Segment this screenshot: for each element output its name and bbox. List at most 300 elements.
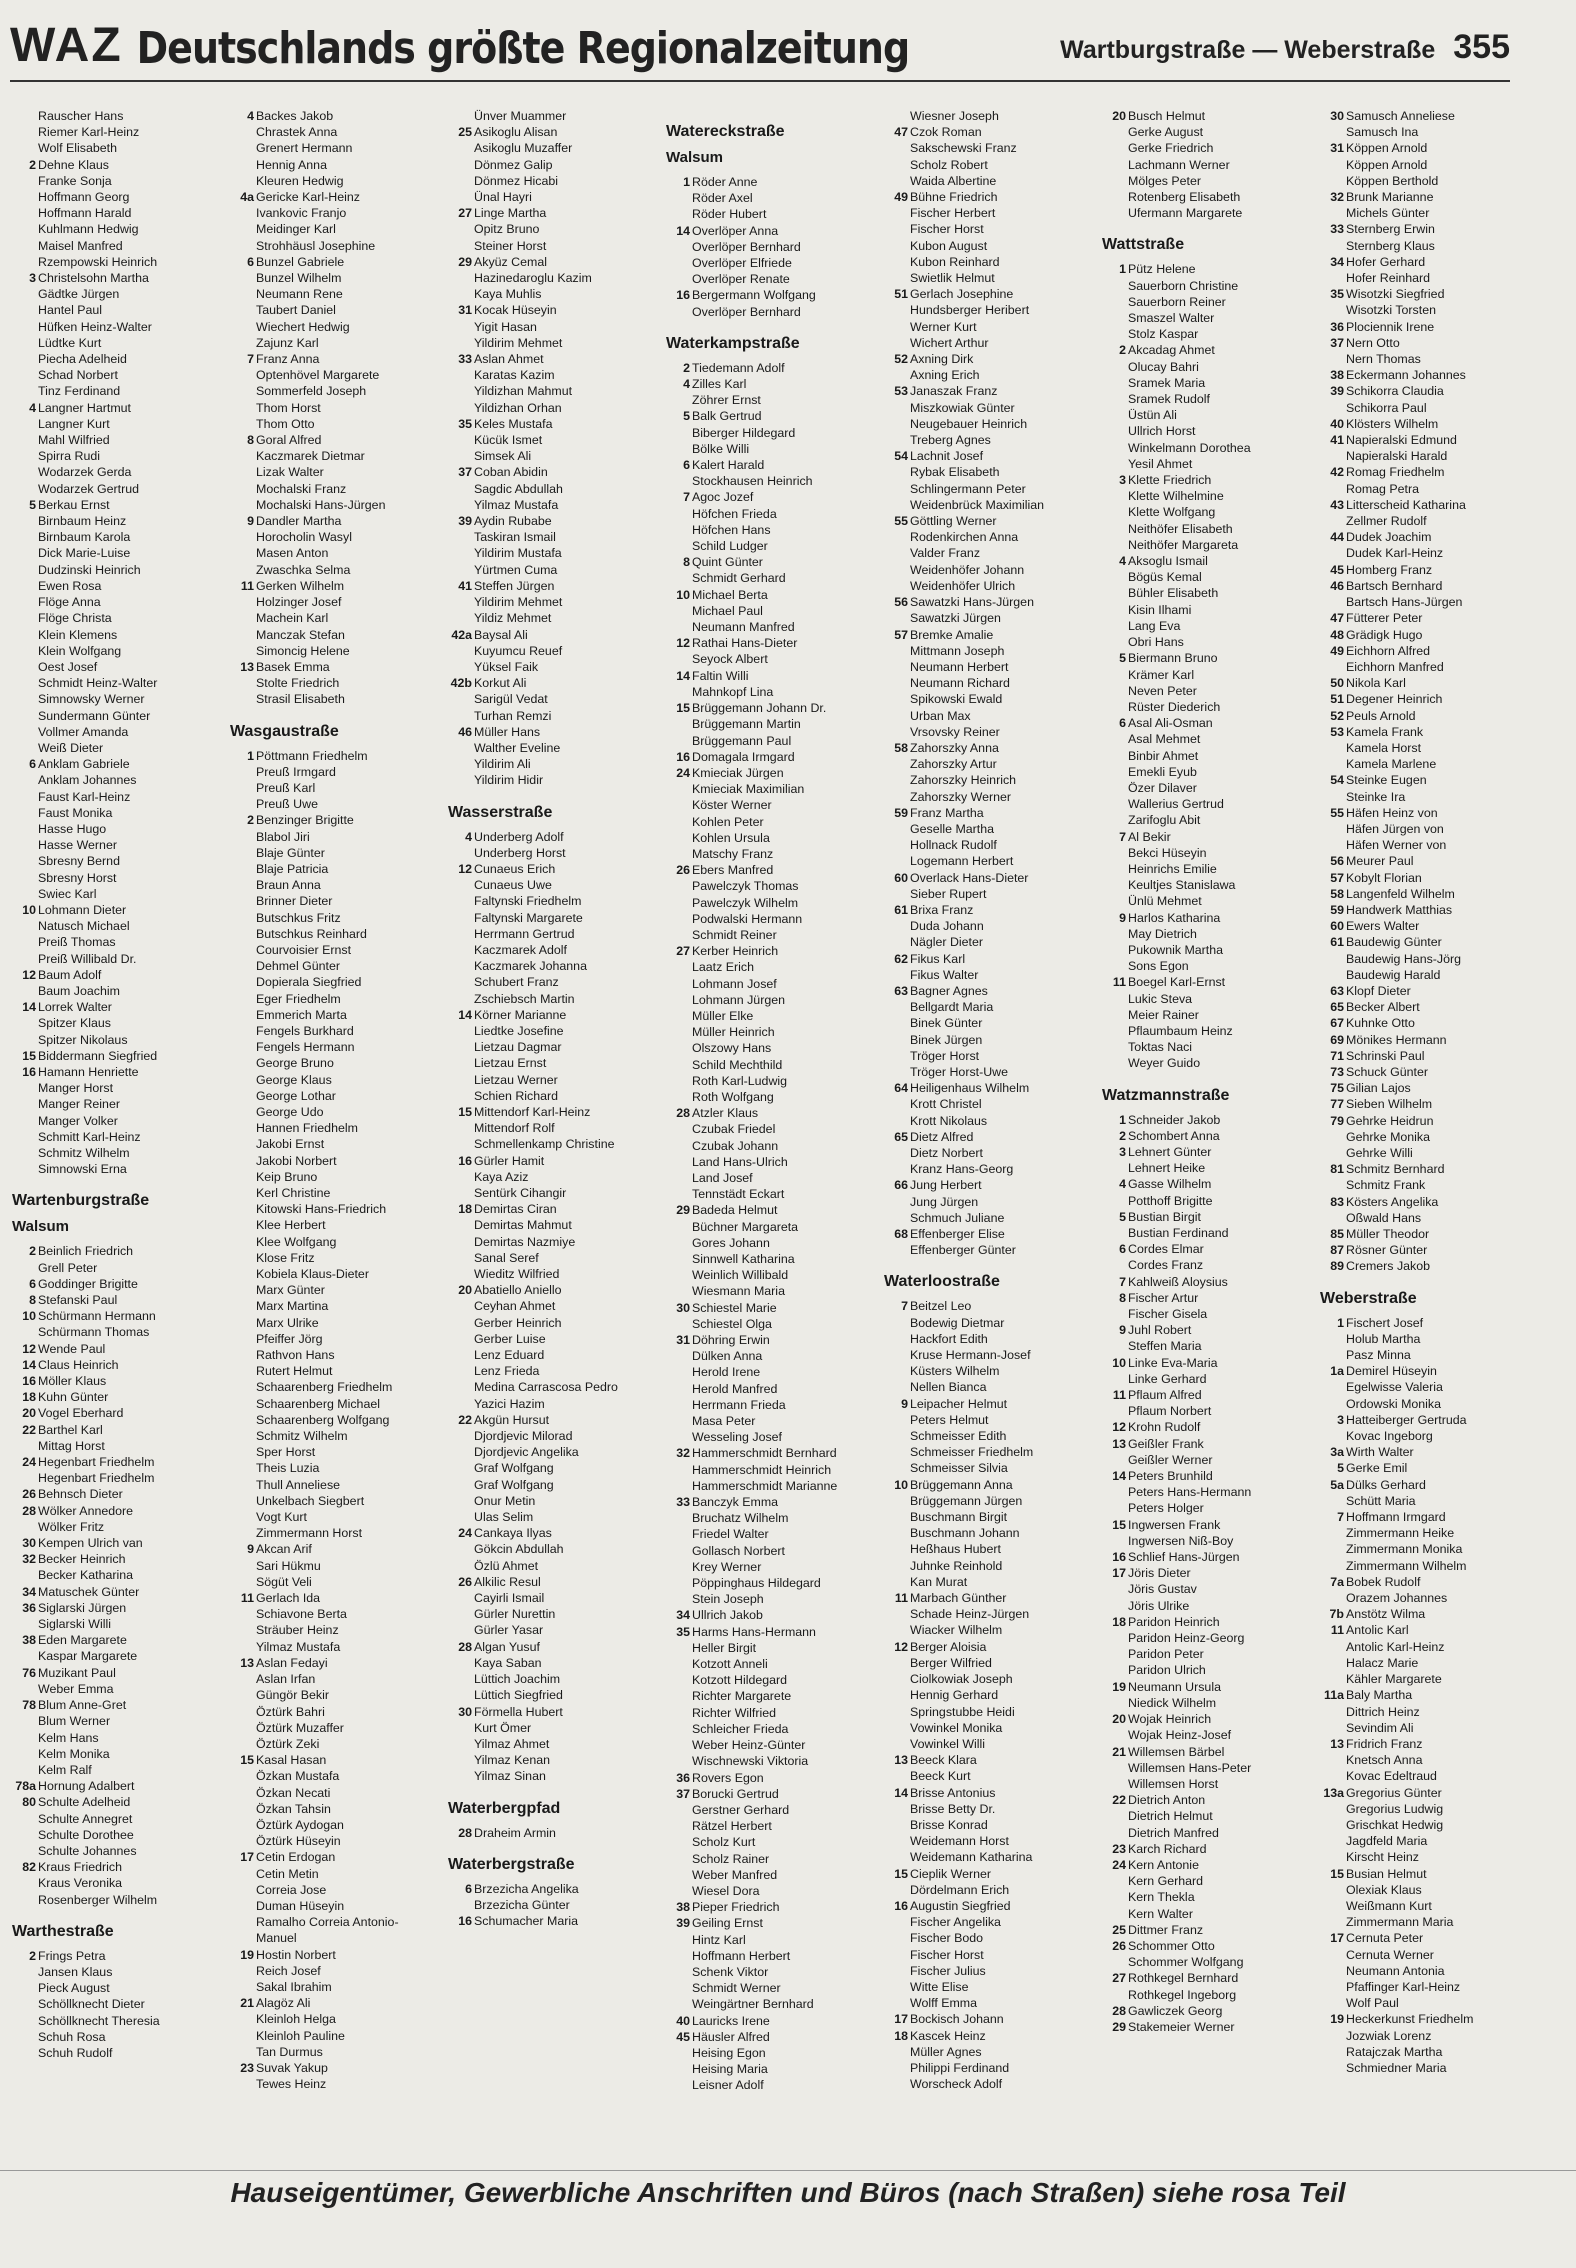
- house-number: 2: [29, 1948, 36, 1963]
- resident-name: Augustin Siegfried: [910, 1898, 1011, 1913]
- house-number: 81: [1330, 1162, 1344, 1177]
- house-number: 14: [22, 1357, 36, 1372]
- resident-name: Al Bekir: [1128, 829, 1171, 844]
- list-item: [230, 1282, 444, 1298]
- list-item: [1102, 1987, 1316, 2003]
- list-item: [230, 974, 444, 990]
- list-item: [12, 1616, 226, 1632]
- footer-note: Hauseigentümer, Gewerbliche Anschriften und Büros (nach Straßen) siehe rosa Teil: [0, 2170, 1576, 2209]
- list-item: [12, 1454, 226, 1470]
- list-item: [1102, 1565, 1316, 1581]
- resident-name: Dietz Alfred: [910, 1129, 974, 1144]
- resident-name: Dietrich Helmut: [1128, 1809, 1213, 1824]
- resident-name: Courvoisier Ernst: [256, 942, 352, 957]
- list-item: [1102, 1468, 1316, 1484]
- resident-name: Neven Peter: [1128, 683, 1197, 698]
- list-item: [1102, 991, 1316, 1007]
- resident-name: Liedtke Josefine: [474, 1023, 564, 1038]
- house-number: 8: [247, 433, 254, 448]
- resident-name: Vogt Kurt: [256, 1510, 307, 1525]
- resident-name: Spitzer Nikolaus: [38, 1032, 128, 1047]
- resident-name: Köppen Arnold: [1346, 141, 1428, 156]
- resident-name: Cankaya Ilyas: [474, 1526, 552, 1541]
- list-item: [1320, 1194, 1534, 1210]
- resident-name: Steiner Horst: [474, 238, 547, 253]
- list-item: [448, 1396, 662, 1412]
- resident-name: Mochalski Franz: [256, 481, 347, 496]
- resident-name: Kerber Heinrich: [692, 944, 779, 959]
- list-item: [666, 1575, 880, 1591]
- resident-name: Kasal Hasan: [256, 1753, 327, 1768]
- resident-name: Bremke Amalie: [910, 627, 994, 642]
- list-item: [12, 1567, 226, 1583]
- list-item: [884, 1064, 1098, 1080]
- list-item: [666, 1397, 880, 1413]
- list-item: [12, 1422, 226, 1438]
- list-item: [1102, 1452, 1316, 1468]
- house-number: 61: [894, 902, 908, 917]
- resident-name: Tiedemann Adolf: [692, 360, 785, 375]
- house-number: 6: [247, 254, 254, 269]
- list-item: [1102, 1679, 1316, 1695]
- house-number: 40: [1330, 416, 1344, 431]
- resident-name: Öztürk Muzaffer: [256, 1720, 344, 1735]
- list-item: [1320, 902, 1534, 918]
- list-item: [884, 675, 1098, 691]
- resident-name: Napieralski Harald: [1346, 449, 1448, 464]
- list-item: [884, 2028, 1098, 2044]
- house-number: 80: [22, 1795, 36, 1810]
- list-item: [666, 765, 880, 781]
- house-number: 78: [22, 1698, 36, 1713]
- resident-name: Sbresny Bernd: [38, 854, 120, 869]
- list-item: [230, 1169, 444, 1185]
- resident-name: Kitowski Hans-Friedrich: [256, 1202, 387, 1217]
- list-item: [1320, 529, 1534, 545]
- resident-name: Herold Irene: [692, 1365, 761, 1380]
- list-item: [666, 190, 880, 206]
- house-number: 15: [676, 701, 690, 716]
- resident-name: Kohlen Ursula: [692, 830, 770, 845]
- resident-name: Aydin Rubabe: [474, 514, 552, 529]
- list-item: [448, 1055, 662, 1071]
- list-item: [666, 287, 880, 303]
- resident-name: Kotzott Hildegard: [692, 1673, 788, 1688]
- resident-name: Yigit Hasan: [474, 319, 537, 334]
- resident-name: Mittendorf Rolf: [474, 1121, 555, 1136]
- resident-name: Meidinger Karl: [256, 222, 336, 237]
- list-item: [1102, 521, 1316, 537]
- resident-name: Schien Richard: [474, 1088, 559, 1103]
- resident-name: Pöttmann Friedhelm: [256, 748, 368, 763]
- resident-name: Brüggemann Martin: [692, 717, 801, 732]
- resident-name: Korkut Ali: [474, 676, 527, 691]
- list-item: [884, 1015, 1098, 1031]
- list-item: [1320, 1639, 1534, 1655]
- list-item: [230, 1606, 444, 1622]
- resident-name: Hundsberger Heribert: [910, 303, 1030, 318]
- resident-name: Mahnkopf Lina: [692, 684, 774, 699]
- resident-name: Kaczmarek Adolf: [474, 942, 567, 957]
- list-item: [1102, 910, 1316, 926]
- list-item: [884, 189, 1098, 205]
- list-item: [1320, 302, 1534, 318]
- resident-name: Scholz Kurt: [692, 1835, 756, 1850]
- list-item: [1320, 173, 1534, 189]
- resident-name: Michael Paul: [692, 603, 763, 618]
- resident-name: Franz Martha: [910, 805, 984, 820]
- list-item: [1320, 578, 1534, 594]
- resident-name: Tennstädt Eckart: [692, 1187, 785, 1202]
- house-number: 1: [247, 748, 254, 763]
- house-number: 28: [22, 1503, 36, 1518]
- resident-name: Overlöper Bernhard: [692, 304, 801, 319]
- house-number: 55: [1330, 805, 1344, 820]
- resident-name: Baum Adolf: [38, 967, 102, 982]
- list-item: [884, 659, 1098, 675]
- list-item: [448, 1768, 662, 1784]
- resident-name: Brzezicha Angelika: [474, 1881, 579, 1896]
- list-item: [12, 319, 226, 335]
- list-item: [230, 1331, 444, 1347]
- list-item: [1102, 423, 1316, 439]
- resident-name: Thom Horst: [256, 400, 321, 415]
- list-item: [666, 684, 880, 700]
- house-number: 8: [29, 1293, 36, 1308]
- list-item: [884, 1194, 1098, 1210]
- directory-column: [1320, 108, 1534, 2168]
- list-item: [1320, 562, 1534, 578]
- list-item: [448, 1897, 662, 1913]
- resident-name: Köppen Berthold: [1346, 173, 1439, 188]
- resident-name: Schmidt Heinz-Walter: [38, 676, 158, 691]
- list-item: [230, 335, 444, 351]
- resident-name: Weidenhöfer Ulrich: [910, 578, 1016, 593]
- list-item: [1320, 1558, 1534, 1574]
- resident-name: Ebers Manfred: [692, 863, 774, 878]
- list-item: [1320, 659, 1534, 675]
- list-item: [884, 1444, 1098, 1460]
- list-item: [666, 1300, 880, 1316]
- list-item: [1102, 2019, 1316, 2035]
- resident-name: Lizak Walter: [256, 465, 324, 480]
- resident-name: Oest Josef: [38, 659, 98, 674]
- list-item: [666, 603, 880, 619]
- resident-name: Küsters Wilhelm: [910, 1364, 1000, 1379]
- resident-name: Karch Richard: [1128, 1841, 1207, 1856]
- district-heading: Walsum: [12, 1218, 69, 1236]
- list-item: [1320, 934, 1534, 950]
- list-item: [12, 708, 226, 724]
- list-item: [448, 124, 662, 140]
- list-item: [1320, 1363, 1534, 1379]
- list-item: [12, 1697, 226, 1713]
- house-number: 7a: [1330, 1574, 1344, 1589]
- resident-name: Leisner Adolf: [692, 2078, 764, 2093]
- list-item: [12, 1438, 226, 1454]
- resident-name: Schmitt Karl-Heinz: [38, 1129, 141, 1144]
- house-number: 9: [901, 1396, 908, 1411]
- resident-name: Fischer Herbert: [910, 206, 996, 221]
- list-item: [666, 174, 880, 190]
- list-item: [448, 221, 662, 237]
- house-number: 1: [1119, 262, 1126, 277]
- resident-name: Peters Brunhild: [1128, 1469, 1213, 1484]
- resident-name: Röder Anne: [692, 175, 758, 189]
- list-item: [1102, 359, 1316, 375]
- list-item: [666, 1656, 880, 1672]
- list-item: [230, 1509, 444, 1525]
- house-number: 3: [1119, 473, 1126, 488]
- resident-name: Thom Otto: [256, 416, 315, 431]
- resident-name: Wölker Annedore: [38, 1503, 134, 1518]
- resident-name: Hostin Norbert: [256, 1947, 336, 1962]
- resident-name: Kähler Margarete: [1346, 1672, 1442, 1687]
- list-item: [1320, 1898, 1534, 1914]
- resident-name: Badeda Helmut: [692, 1203, 778, 1218]
- resident-name: Bunzel Wilhelm: [256, 271, 342, 286]
- list-item: [884, 967, 1098, 983]
- resident-name: Bögüs Kemal: [1128, 570, 1202, 585]
- list-item: [12, 1064, 226, 1080]
- resident-name: Pawelczyk Thomas: [692, 879, 799, 894]
- resident-name: Becker Albert: [1346, 1000, 1420, 1015]
- house-number: 14: [458, 1007, 472, 1022]
- resident-name: Mönikes Hermann: [1346, 1032, 1447, 1047]
- list-item: [12, 351, 226, 367]
- list-item: [666, 1770, 880, 1786]
- resident-name: Wiechert Hedwig: [256, 319, 350, 334]
- list-item: [448, 659, 662, 675]
- house-number: 6: [29, 757, 36, 772]
- resident-name: Schmidt Reiner: [692, 927, 777, 942]
- list-item: [666, 408, 880, 424]
- resident-name: Eger Friedhelm: [256, 991, 341, 1006]
- resident-name: Brüggemann Johann Dr.: [692, 701, 827, 716]
- house-number: 30: [22, 1536, 36, 1551]
- resident-name: Hofer Gerhard: [1346, 254, 1426, 269]
- house-number: 24: [22, 1455, 36, 1470]
- resident-name: Krott Nikolaus: [910, 1113, 988, 1128]
- resident-name: Heiligenhaus Wilhelm: [910, 1081, 1030, 1096]
- list-item: [448, 926, 662, 942]
- house-number: 22: [22, 1422, 36, 1437]
- house-number: 17: [1112, 1566, 1126, 1581]
- list-item: [230, 157, 444, 173]
- resident-name: Antolic Karl-Heinz: [1346, 1639, 1445, 1654]
- list-item: [666, 976, 880, 992]
- house-number: 5a: [1330, 1477, 1344, 1492]
- resident-name: Kraus Friedrich: [38, 1860, 123, 1875]
- resident-name: Zahorszky Artur: [910, 757, 997, 772]
- house-number: 29: [458, 254, 472, 269]
- house-number: 82: [22, 1860, 36, 1875]
- list-item: [1320, 1113, 1534, 1129]
- list-item: [666, 911, 880, 927]
- list-item: [12, 934, 226, 950]
- house-number: 2: [1119, 1128, 1126, 1143]
- house-number: 11: [240, 1591, 254, 1606]
- list-item: [884, 594, 1098, 610]
- resident-name: Masen Anton: [256, 546, 329, 561]
- list-item: [884, 1736, 1098, 1752]
- resident-name: Gökcin Abdullah: [474, 1542, 564, 1557]
- resident-name: Lang Eva: [1128, 618, 1181, 633]
- house-number: 66: [894, 1178, 908, 1193]
- list-item: [884, 1979, 1098, 1995]
- resident-name: Manuel: [256, 1931, 297, 1946]
- masthead-slogan: Deutschlands größte Regionalzeitung: [136, 22, 910, 74]
- list-item: [1320, 1882, 1534, 1898]
- list-item: [230, 302, 444, 318]
- resident-name: Simsek Ali: [474, 449, 532, 464]
- list-item: [884, 254, 1098, 270]
- resident-name: Kuhnke Otto: [1346, 1016, 1415, 1031]
- resident-name: Schmeisser Silvia: [910, 1461, 1008, 1476]
- resident-name: Baum Joachim: [38, 983, 120, 998]
- resident-name: Zahorszky Werner: [910, 789, 1011, 804]
- list-item: [1320, 870, 1534, 886]
- list-item: [1320, 464, 1534, 480]
- resident-name: Dittrich Heinz: [1346, 1704, 1420, 1719]
- resident-name: Unkelbach Siegbert: [256, 1493, 365, 1508]
- house-number: 21: [1112, 1744, 1126, 1759]
- list-item: [884, 1752, 1098, 1768]
- house-number: 28: [458, 1825, 472, 1840]
- list-item: [12, 805, 226, 821]
- resident-name: Baudewig Hans-Jörg: [1346, 951, 1462, 966]
- list-item: [12, 1964, 226, 1980]
- list-item: [884, 1210, 1098, 1226]
- house-number: 20: [1112, 1712, 1126, 1727]
- resident-name: Gregorius Günter: [1346, 1785, 1442, 1800]
- list-item: [12, 1681, 226, 1697]
- list-item: [448, 367, 662, 383]
- resident-name: Duman Hüseyin: [256, 1898, 345, 1913]
- resident-name: Rotenberg Elisabeth: [1128, 190, 1241, 205]
- resident-name: Schulte Johannes: [38, 1843, 137, 1858]
- list-item: [230, 2076, 444, 2092]
- list-item: [666, 206, 880, 222]
- resident-name: Linke Gerhard: [1128, 1371, 1207, 1386]
- list-item: [12, 627, 226, 643]
- house-number: 63: [894, 983, 908, 998]
- list-item: [448, 254, 662, 270]
- resident-name: Cordes Franz: [1128, 1258, 1204, 1273]
- directory-column: [666, 108, 880, 2168]
- resident-name: Rösner Günter: [1346, 1243, 1428, 1258]
- list-item: [230, 1039, 444, 1055]
- house-number: 34: [676, 1608, 690, 1623]
- list-item: [884, 1363, 1098, 1379]
- list-item: [1102, 504, 1316, 520]
- resident-name: Keles Mustafa: [474, 416, 553, 431]
- resident-name: Sentürk Cihangir: [474, 1186, 567, 1200]
- resident-name: Kelm Ralf: [38, 1762, 92, 1777]
- list-item: [230, 319, 444, 335]
- resident-name: Hammerschmidt Heinrich: [692, 1462, 832, 1477]
- resident-name: Mahl Wilfried: [38, 433, 110, 448]
- resident-name: Sommerfeld Joseph: [256, 384, 367, 399]
- resident-name: Schumacher Maria: [474, 1914, 578, 1929]
- resident-name: Heising Maria: [692, 2062, 768, 2077]
- list-item: [12, 594, 226, 610]
- resident-name: Sawatzki Jürgen: [910, 611, 1001, 626]
- list-item: [448, 1363, 662, 1379]
- resident-name: Banczyk Emma: [692, 1495, 779, 1510]
- resident-name: Buschmann Johann: [910, 1526, 1020, 1541]
- list-item: [884, 1396, 1098, 1412]
- list-item: [884, 1833, 1098, 1849]
- resident-name: Willemsen Hans-Peter: [1128, 1760, 1252, 1775]
- list-item: [12, 999, 226, 1015]
- street-heading: Waterbergstraße: [448, 1855, 575, 1873]
- list-item: [666, 1526, 880, 1542]
- resident-name: Sevindim Ali: [1346, 1720, 1414, 1735]
- house-number: 63: [1330, 983, 1344, 998]
- house-number: 87: [1330, 1243, 1344, 1258]
- resident-name: Hoffmann Herbert: [692, 1948, 791, 1963]
- list-item: [1102, 1290, 1316, 1306]
- list-item: [666, 587, 880, 603]
- resident-name: Biermann Bruno: [1128, 651, 1218, 666]
- list-item: [666, 1478, 880, 1494]
- resident-name: Zarifoglu Abit: [1128, 813, 1201, 828]
- list-item: [230, 1428, 444, 1444]
- resident-name: Lachnit Josef: [910, 449, 984, 464]
- resident-name: Fischer Horst: [910, 222, 984, 237]
- resident-name: Preiß Willibald Dr.: [38, 951, 137, 966]
- resident-name: Hegenbart Friedhelm: [38, 1471, 155, 1486]
- house-number: 3: [29, 271, 36, 286]
- list-item: [666, 1170, 880, 1186]
- resident-name: Obri Hans: [1128, 635, 1184, 650]
- list-item: [884, 1622, 1098, 1638]
- list-item: [12, 189, 226, 205]
- house-number: 15: [1330, 1866, 1344, 1881]
- list-item: [884, 432, 1098, 448]
- house-number: 76: [22, 1665, 36, 1680]
- house-number: 27: [1112, 1971, 1126, 1986]
- resident-name: Kranz Hans-Georg: [910, 1162, 1014, 1177]
- list-item: [230, 578, 444, 594]
- list-item: [230, 643, 444, 659]
- list-item: [884, 464, 1098, 480]
- resident-name: Wiesmann Maria: [692, 1284, 785, 1299]
- resident-name: Kaczmarek Johanna: [474, 959, 587, 974]
- list-item: [666, 1316, 880, 1332]
- house-number: 33: [1330, 222, 1344, 237]
- list-item: [448, 302, 662, 318]
- list-item: [666, 1640, 880, 1656]
- list-item: [230, 416, 444, 432]
- list-item: [1102, 1209, 1316, 1225]
- house-number: 57: [1330, 870, 1344, 885]
- house-number: 77: [1330, 1097, 1344, 1112]
- list-item: [448, 173, 662, 189]
- list-item: [1102, 1889, 1316, 1905]
- house-number: 18: [894, 2028, 908, 2043]
- list-item: [230, 1752, 444, 1768]
- resident-name: Schöllknecht Theresia: [38, 2013, 160, 2028]
- house-number: 15: [894, 1866, 908, 1881]
- resident-name: Axning Erich: [910, 368, 980, 383]
- resident-name: Rzempowski Heinrich: [38, 254, 158, 269]
- list-item: [1320, 157, 1534, 173]
- list-item: [448, 708, 662, 724]
- resident-name: Neumann Manfred: [692, 620, 795, 635]
- resident-name: Brzezicha Günter: [474, 1897, 570, 1912]
